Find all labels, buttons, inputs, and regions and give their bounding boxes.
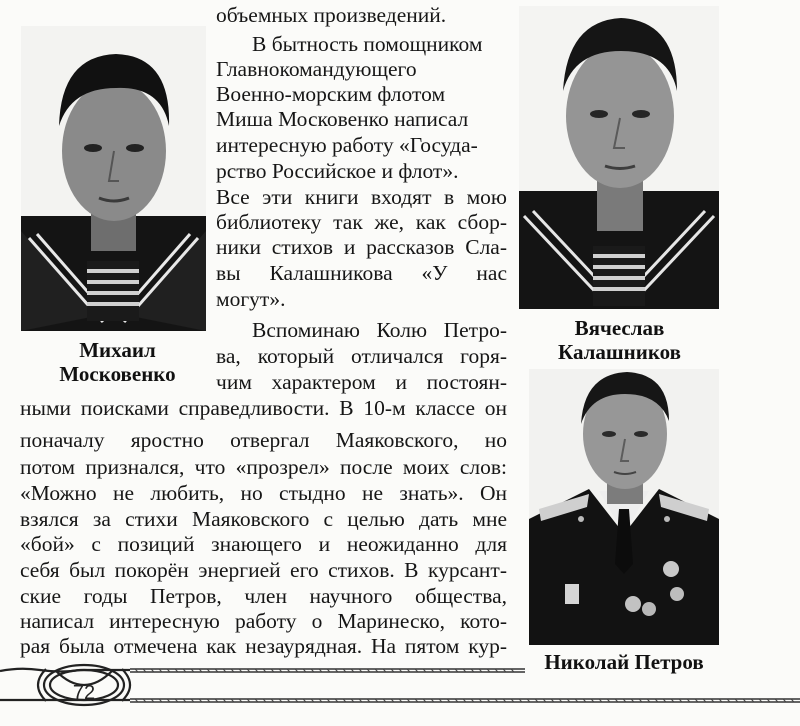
text-line: рая была отмечена как незаурядная. На пятом кур- xyxy=(20,634,507,658)
text-line: интересную работу «Госуда- xyxy=(216,133,478,157)
text-line: могут». xyxy=(216,287,286,311)
text-line: написал интересную работу о Маринеско, кото- xyxy=(20,609,507,633)
photo-vyacheslav-kalashnikov xyxy=(519,6,719,309)
text-line: рство Российское и флот». xyxy=(216,159,459,183)
caption-line: Николай Петров xyxy=(544,650,704,674)
caption-line: Калашников xyxy=(558,340,681,364)
page-number: 72 xyxy=(72,682,96,704)
text-line: ва, который отличался горя- xyxy=(216,344,507,368)
text-line: ными поисками справедливости. В 10-м классе он xyxy=(20,396,507,420)
text-line: ники стихов и рассказов Сла- xyxy=(216,235,507,259)
text-line: «Можно не любить, но стыдно не знать». Он xyxy=(20,481,507,505)
caption-line: Московенко xyxy=(59,362,176,386)
text-line: «бой» с позиций знающего и неожиданно для xyxy=(20,532,507,556)
text-line: Все эти книги входят в мою xyxy=(216,185,507,209)
text-line: Вспоминаю Колю Петро- xyxy=(252,318,507,342)
text-line: потом признался, что «прозрел» после моих слов: xyxy=(20,455,507,479)
caption-line: Михаил xyxy=(79,338,156,362)
text-line: вы Калашникова «У нас xyxy=(216,261,507,285)
text-line: библиотеку так же, как сбор- xyxy=(216,210,507,234)
text-line: себя был покорён энергией его стихов. В курсант- xyxy=(20,558,507,582)
photo-nikolai-petrov xyxy=(529,369,719,645)
footer-rope-ornament xyxy=(0,655,800,721)
text-line: объемных произведений. xyxy=(216,3,447,27)
caption-mikhail-moskovenko xyxy=(40,338,195,386)
text-line: В бытность помощником xyxy=(252,32,483,56)
text-line: взялся за стихи Маяковского с целью дать мне xyxy=(20,507,507,531)
caption-vyacheslav-kalashnikov xyxy=(537,316,702,364)
text-line: Главнокомандующего xyxy=(216,57,417,81)
photo-mikhail-moskovenko xyxy=(21,26,206,331)
text-line: Военно-морским флотом xyxy=(216,82,446,106)
caption-line: Вячеслав xyxy=(574,316,665,340)
text-line: ские годы Петров, член научного общества, xyxy=(20,584,507,608)
text-line: поначалу яростно отвергал Маяковского, но xyxy=(20,428,507,452)
text-line: чим характером и постоян- xyxy=(216,370,507,394)
text-line: Миша Московенко написал xyxy=(216,107,469,131)
